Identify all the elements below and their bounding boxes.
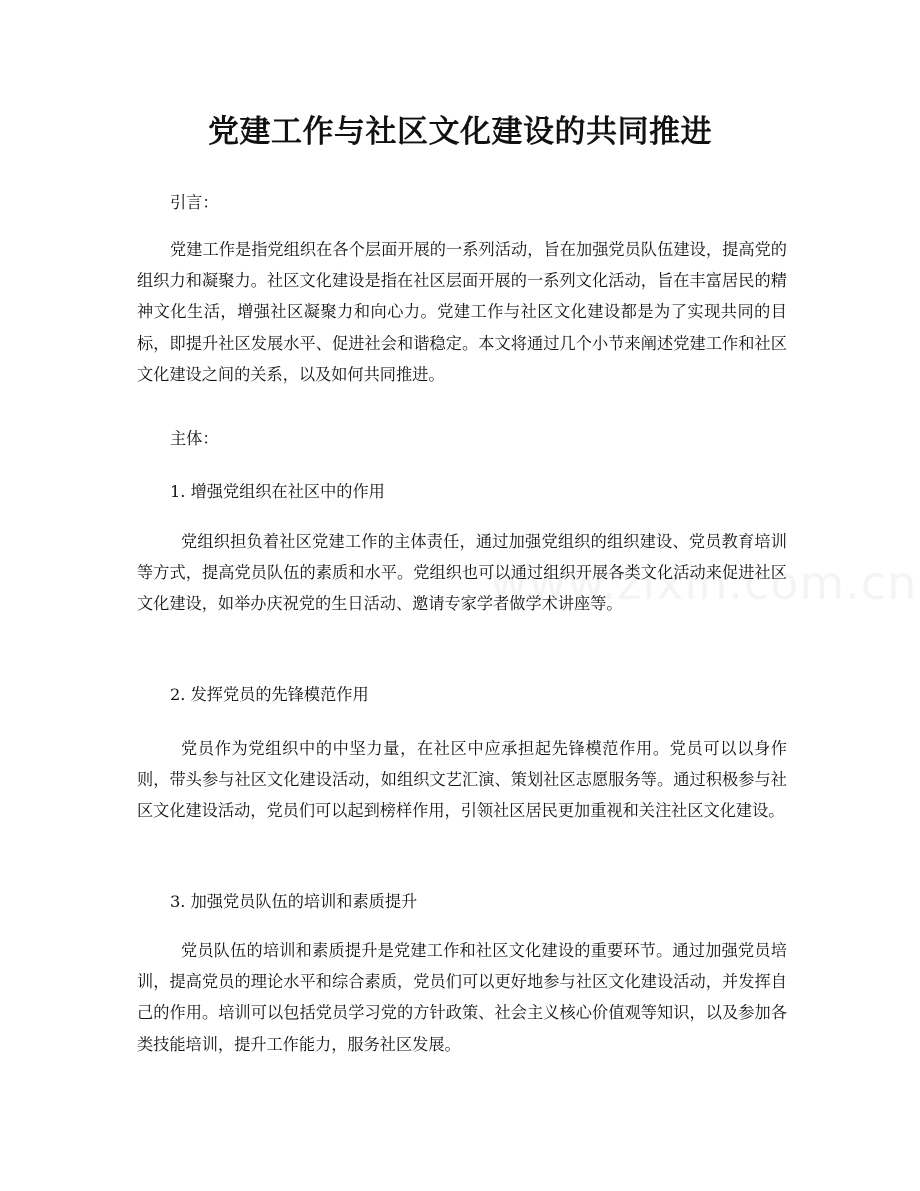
section-body: 党组织担负着社区党建工作的主体责任，通过加强党组织的组织建设、党员教育培训等方式，提高党员队伍的素质和水平。党组织也可以通过组织开展各类文化活动来促进社区文化建设，如举办庆祝党的生日活动、邀请专家学者做学术讲座等。: [137, 532, 787, 614]
intro-label: 引言：: [170, 193, 219, 212]
section-heading: 1. 增强党组织在社区中的作用: [170, 482, 385, 501]
document-title: 党建工作与社区文化建设的共同推进: [208, 114, 712, 150]
watermark: [490, 556, 917, 610]
intro-paragraph: 党建工作是指党组织在各个层面开展的一系列活动，旨在加强党员队伍建设，提高党的组织力和凝聚力。社区文化建设是指在社区层面开展的一系列文化活动，旨在丰富居民的精神文化生活，增强社区凝聚力和向心力。党建工作与社区文化建设都是为了实现共同的目标，即提升社区发展水平、促进社会和谐稳定。本文将通过几个小节来阐述党建工作和社区文化建设之间的关系，以及如何共同推进。: [137, 240, 787, 384]
section-heading: 3. 加强党员队伍的培训和素质提升: [170, 892, 418, 911]
section-heading: 2. 发挥党员的先锋模范作用: [170, 685, 369, 704]
main-label: 主体：: [170, 429, 219, 448]
section-body: 党员作为党组织中的中坚力量，在社区中应承担起先锋模范作用。党员可以以身作则，带头参与社区文化建设活动，如组织文艺汇演、策划社区志愿服务等。通过积极参与社区文化建设活动，党员们可以起到榜样作用，引领社区居民更加重视和关注社区文化建设。: [137, 739, 787, 821]
section-body: 党员队伍的培训和素质提升是党建工作和社区文化建设的重要环节。通过加强党员培训，提高党员的理论水平和综合素质，党员们可以更好地参与社区文化建设活动，并发挥自己的作用。培训可以包括党员学习党的方针政策、社会主义核心价值观等知识，以及参加各类技能培训，提升工作能力，服务社区发展。: [137, 941, 787, 1054]
